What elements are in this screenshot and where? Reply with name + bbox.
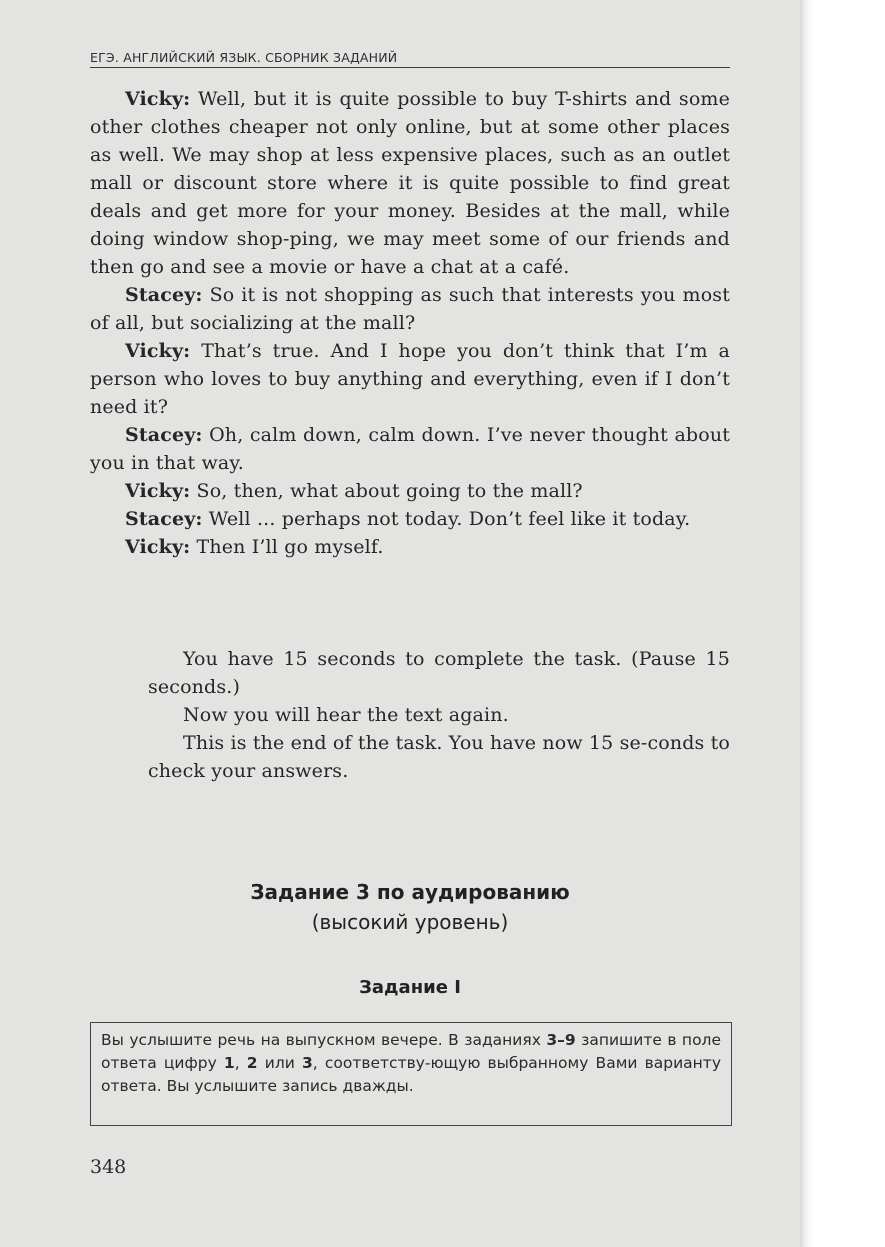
speaker-name: Vicky:: [125, 340, 191, 362]
script-line: You have 15 seconds to complete the task. (Pause 15 seconds.): [148, 648, 730, 698]
instruction-number: 1: [223, 1054, 235, 1072]
line-text: So it is not shopping as such that interests you most of all, but socializing at the mall?: [90, 284, 730, 334]
line-text: That’s true. And I hope you don’t think that I’m a person who loves to buy anything and everything, even if I don’t need it?: [90, 340, 730, 418]
instruction-text: запишите в поле ответа цифру: [101, 1031, 721, 1072]
script-line: Now you will hear the text again.: [183, 704, 509, 726]
speaker-name: Stacey:: [125, 284, 203, 306]
dialogue-line: [90, 281, 730, 337]
line-text: Oh, calm down, calm down. I’ve never thought about you in that way.: [90, 424, 730, 474]
line-text: Well, but it is quite possible to buy T-shirts and some other clothes cheaper not only online, but at some other places as well. We may shop at less expensive places, such as an outlet mall or discount store where it is quite possible to find great deals and get more for your money. Besides at the mall, while doing window shop-ping, we may meet some of our friends and then go and see a movie or have a chat at a café.: [90, 88, 730, 278]
instruction-text: Вы услышите речь на выпускном вечере. В заданиях: [101, 1031, 547, 1049]
speaker-name: Stacey:: [125, 508, 203, 530]
page-edge-shadow: [800, 0, 885, 1247]
dialogue-line: [90, 505, 730, 533]
line-text: Then I’ll go myself.: [196, 536, 384, 558]
speaker-name: Vicky:: [125, 480, 191, 502]
dialogue-line: [90, 85, 730, 281]
script-line: This is the end of the task. You have now 15 se-conds to check your answers.: [148, 732, 730, 782]
instruction-text: ,: [234, 1054, 247, 1072]
section-subtitle: (высокий уровень): [311, 910, 509, 934]
instruction-number: 3: [301, 1054, 313, 1072]
instruction-range: 3–9: [546, 1031, 576, 1049]
section-title: Задание 3 по аудированию: [250, 880, 570, 904]
dialogue-line: [90, 421, 730, 477]
speaker-name: Vicky:: [125, 88, 191, 110]
instruction-text: , соответству-ющую выбранному Вами варианту ответа. Вы услышите запись дважды.: [101, 1054, 721, 1095]
dialogue-line: [90, 337, 730, 421]
speaker-name: Stacey:: [125, 424, 203, 446]
dialogue-line: [90, 533, 730, 561]
instruction-text: или: [257, 1054, 302, 1072]
line-text: So, then, what about going to the mall?: [196, 480, 583, 502]
task-title: Задание I: [359, 977, 461, 998]
audio-script: [148, 645, 730, 785]
instruction-box: [90, 1022, 732, 1126]
running-head: ЕГЭ. АНГЛИЙСКИЙ ЯЗЫК. СБОРНИК ЗАДАНИЙ: [90, 50, 730, 68]
dialogue-line: [90, 477, 730, 505]
dialogue: [90, 85, 730, 561]
line-text: Well ... perhaps not today. Don’t feel like it today.: [208, 508, 691, 530]
page-number: 348: [90, 1156, 127, 1178]
speaker-name: Vicky:: [125, 536, 191, 558]
instruction-number: 2: [246, 1054, 258, 1072]
